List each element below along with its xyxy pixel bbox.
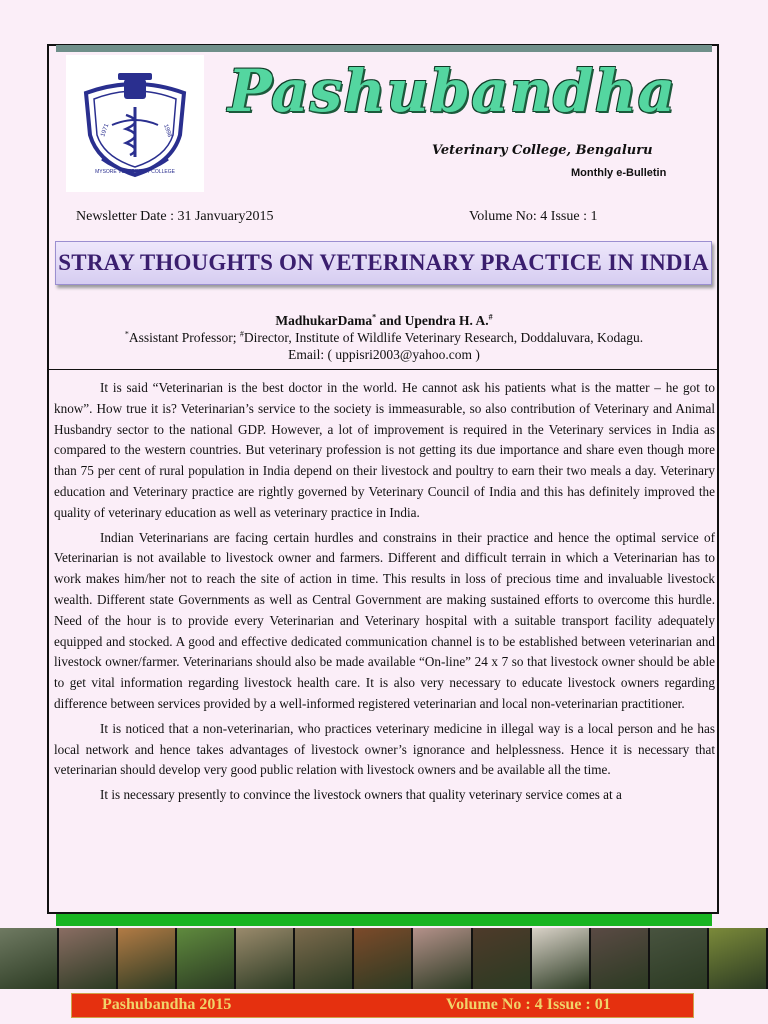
- article-authors: [50, 313, 718, 329]
- author-affiliation: [50, 330, 718, 346]
- cat-photo: [591, 928, 650, 989]
- newsletter-title: Pashubandha: [228, 57, 677, 125]
- sheep-photo: [236, 928, 295, 989]
- bulletin-label: Monthly e-Bulletin: [571, 167, 667, 179]
- goat-photo: [295, 928, 354, 989]
- dog-photo: [532, 928, 591, 989]
- college-crest-icon: [66, 55, 204, 192]
- author-1: MadhukarDama: [275, 313, 373, 328]
- svg-text:1971: 1971: [100, 123, 111, 138]
- svg-text:MYSORE VETERINARY COLLEGE: MYSORE VETERINARY COLLEGE: [95, 169, 175, 175]
- affil-part-2: Director, Institute of Wildlife Veterinary Research, Doddaluvara, Kodagu.: [243, 330, 644, 345]
- paragraph: It is noticed that a non-veterinarian, who practices veterinary medicine in illegal way is a local person and he has local network and hence takes advantages of livestock owner’s ignorance and helplessness. Hence it is necessary that veterinarian should develop very good public relation with livestock owners and be available all the time.: [54, 720, 715, 778]
- horse-photo: [473, 928, 532, 989]
- footer-green-bar: [56, 914, 712, 926]
- animal-photo-strip: [0, 928, 768, 989]
- affil-part-1: Assistant Professor;: [128, 330, 240, 345]
- college-name: Veterinary College, Bengaluru: [432, 143, 653, 158]
- paragraph: It is necessary presently to convince the livestock owners that quality veterinary service comes at a: [100, 787, 622, 803]
- header-top-bar: [56, 45, 712, 52]
- buffalo-photo: [0, 928, 59, 989]
- article-title-box: [55, 241, 712, 285]
- page-footer: [71, 993, 694, 1018]
- college-logo: [66, 55, 204, 192]
- author-email[interactable]: Email: ( uppisri2003@yahoo.com ): [288, 347, 480, 362]
- hen-photo: [354, 928, 413, 989]
- affil-mark-2: #: [239, 329, 244, 339]
- author-2: and Upendra H. A.: [376, 313, 489, 328]
- paragraph: It is said “Veterinarian is the best doctor in the world. He cannot ask his patients what is the matter – he got to know”. How true it is? Veterinarian’s service to the society is immeasurable, so also contribution of Veterinary and Animal Husbandry sector to the national GDP. However, a lot of improvement is required in the Veterinary services in India as compared to the western countries. But veterinary profession is not getting its due importance and share even though more than 75 per cent of rural population in India depend on their livestock and poultry to earn their two meals a day. Veterinary education and Veterinary practice are rightly governed by Veterinary Council of India and this has definitely improved the quality of veterinary education as well as veterinary practice in India.: [54, 380, 715, 520]
- article-body: [54, 378, 715, 810]
- cow-photo: [177, 928, 236, 989]
- pig-photo: [413, 928, 472, 989]
- section-divider: [49, 369, 717, 370]
- affil-mark-1: *: [124, 329, 129, 339]
- yak-photo: [59, 928, 118, 989]
- svg-text:1998: 1998: [162, 123, 173, 139]
- article-title: STRAY THOUGHTS ON VETERINARY PRACTICE IN INDIA: [58, 250, 709, 275]
- paragraph: Indian Veterinarians are facing certain hurdles and constrains in their practice and hence the optimal service of Veterinarian is not available to livestock owner and farmers. Different and difficult terrain in which a Veterinarian has to work makes him/her not to reach the site of action in time. This results in loss of precious time and invaluable livestock wealth. Different state Governments as well as Central Government are making sustained efforts to overcome this hurdle. Need of the hour is to provide every Veterinarian and Veterinary hospital with a suitable transport facility adequately equipped and stocked. A good and effective dedicated communication channel is to be established between veterinarian and livestock owner/farmer. Veterinarians should also be made available “On-line” 24 x 7 so that livestock owner should be able to get vital information regarding livestock health care. It is also very necessary to educate livestock owners regarding difference between services provided by a well-informed registered veterinarian and local non-veterinarian practitioner.: [54, 529, 715, 711]
- calf-photo: [118, 928, 177, 989]
- volume-issue: Volume No: 4 Issue : 1: [469, 209, 598, 224]
- author-2-mark: #: [488, 312, 493, 322]
- elephant-photo: [650, 928, 709, 989]
- author-1-mark: *: [372, 312, 377, 322]
- tiger-photo: [709, 928, 768, 989]
- footer-volume: Volume No : 4 Issue : 01: [446, 996, 611, 1013]
- footer-title: Pashubandha 2015: [102, 996, 232, 1013]
- newsletter-date: Newsletter Date : 31 Janvuary2015: [76, 209, 274, 224]
